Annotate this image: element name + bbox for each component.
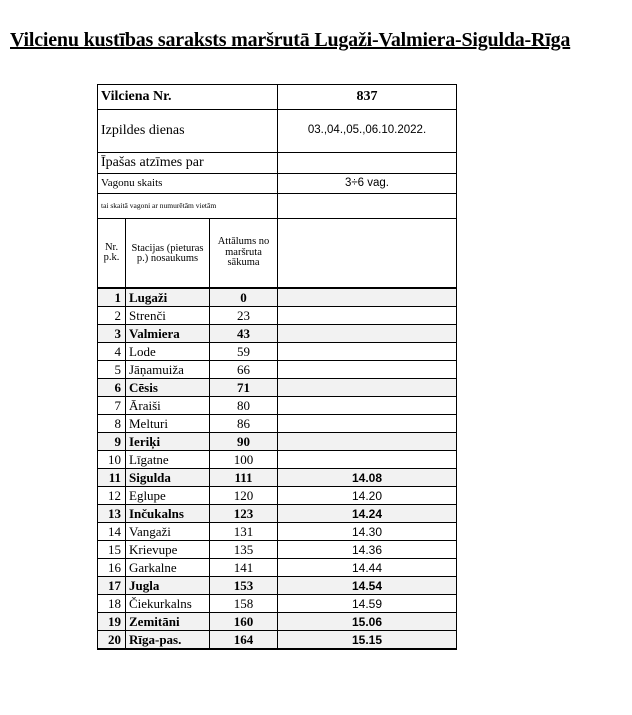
- station-time: 14.54: [278, 577, 457, 595]
- station-time: 14.36: [278, 541, 457, 559]
- station-nr: 9: [98, 433, 126, 451]
- station-distance: 111: [210, 469, 278, 487]
- station-time: 14.59: [278, 595, 457, 613]
- station-time: [278, 397, 457, 415]
- station-time: [278, 415, 457, 433]
- col-header-station: Stacijas (pieturas p.) nosaukums: [126, 219, 210, 289]
- station-time: 14.20: [278, 487, 457, 505]
- station-name: Āraiši: [126, 397, 210, 415]
- station-distance: 86: [210, 415, 278, 433]
- notes-value: [278, 153, 457, 174]
- station-nr: 2: [98, 307, 126, 325]
- station-row: [98, 559, 457, 577]
- station-name: Lode: [126, 343, 210, 361]
- station-nr: 7: [98, 397, 126, 415]
- station-nr: 3: [98, 325, 126, 343]
- train-number-row: [98, 85, 457, 110]
- station-distance: 123: [210, 505, 278, 523]
- days-label: Izpildes dienas: [98, 110, 278, 153]
- station-name: Sigulda: [126, 469, 210, 487]
- station-row: [98, 595, 457, 613]
- station-name: Melturi: [126, 415, 210, 433]
- station-time: 14.44: [278, 559, 457, 577]
- notes-label: Īpašas atzīmes par: [98, 153, 278, 174]
- station-nr: 6: [98, 379, 126, 397]
- station-nr: 18: [98, 595, 126, 613]
- station-nr: 13: [98, 505, 126, 523]
- station-distance: 59: [210, 343, 278, 361]
- train-number-label: Vilciena Nr.: [98, 85, 278, 110]
- station-time: [278, 451, 457, 469]
- column-header-row: [98, 219, 457, 289]
- station-name: Strenči: [126, 307, 210, 325]
- station-row: [98, 577, 457, 595]
- station-time: [278, 343, 457, 361]
- station-row: [98, 469, 457, 487]
- station-row: [98, 288, 457, 307]
- station-time: [278, 307, 457, 325]
- station-nr: 8: [98, 415, 126, 433]
- station-name: Vangaži: [126, 523, 210, 541]
- station-time: 15.15: [278, 631, 457, 650]
- wagons-label: Vagonu skaits: [98, 174, 278, 194]
- station-distance: 164: [210, 631, 278, 650]
- station-name: Ieriķi: [126, 433, 210, 451]
- station-distance: 71: [210, 379, 278, 397]
- col-header-time: [278, 219, 457, 289]
- station-distance: 23: [210, 307, 278, 325]
- station-time: [278, 288, 457, 307]
- station-name: Jāņamuiža: [126, 361, 210, 379]
- days-value: 03.,04.,05.,06.10.2022.: [278, 110, 457, 153]
- station-row: [98, 433, 457, 451]
- station-distance: 135: [210, 541, 278, 559]
- station-name: Rīga-pas.: [126, 631, 210, 650]
- station-nr: 20: [98, 631, 126, 650]
- station-distance: 158: [210, 595, 278, 613]
- station-name: Jugla: [126, 577, 210, 595]
- wagons-value: 3÷6 vag.: [278, 174, 457, 194]
- station-nr: 5: [98, 361, 126, 379]
- days-row: [98, 110, 457, 153]
- page-title: Vilcienu kustības saraksts maršrutā Lugaži-Valmiera-Sigulda-Rīga: [10, 29, 571, 51]
- station-distance: 100: [210, 451, 278, 469]
- station-row: [98, 415, 457, 433]
- station-distance: 90: [210, 433, 278, 451]
- station-name: Valmiera: [126, 325, 210, 343]
- station-name: Cēsis: [126, 379, 210, 397]
- station-distance: 80: [210, 397, 278, 415]
- schedule-table: [97, 84, 457, 650]
- station-row: [98, 379, 457, 397]
- numbered-seats-row: [98, 194, 457, 219]
- schedule-body: [98, 85, 457, 650]
- station-distance: 120: [210, 487, 278, 505]
- station-nr: 12: [98, 487, 126, 505]
- station-name: Krievupe: [126, 541, 210, 559]
- station-name: Garkalne: [126, 559, 210, 577]
- station-time: [278, 433, 457, 451]
- station-row: [98, 307, 457, 325]
- station-time: 14.24: [278, 505, 457, 523]
- station-nr: 4: [98, 343, 126, 361]
- col-header-distance: Attālums no maršruta sākuma: [210, 219, 278, 289]
- station-nr: 16: [98, 559, 126, 577]
- station-row: [98, 523, 457, 541]
- station-name: Eglupe: [126, 487, 210, 505]
- station-time: [278, 361, 457, 379]
- station-time: [278, 379, 457, 397]
- station-time: 14.30: [278, 523, 457, 541]
- station-name: Līgatne: [126, 451, 210, 469]
- station-nr: 19: [98, 613, 126, 631]
- station-distance: 153: [210, 577, 278, 595]
- station-distance: 141: [210, 559, 278, 577]
- station-row: [98, 451, 457, 469]
- station-row: [98, 361, 457, 379]
- station-distance: 66: [210, 361, 278, 379]
- station-distance: 0: [210, 288, 278, 307]
- station-row: [98, 541, 457, 559]
- notes-row: [98, 153, 457, 174]
- station-name: Zemitāni: [126, 613, 210, 631]
- station-time: 15.06: [278, 613, 457, 631]
- station-time: [278, 325, 457, 343]
- col-header-nr: Nr. p.k.: [98, 219, 126, 289]
- station-nr: 17: [98, 577, 126, 595]
- station-distance: 160: [210, 613, 278, 631]
- station-time: 14.08: [278, 469, 457, 487]
- station-row: [98, 343, 457, 361]
- station-nr: 10: [98, 451, 126, 469]
- station-row: [98, 613, 457, 631]
- station-row: [98, 631, 457, 650]
- station-name: Čiekurkalns: [126, 595, 210, 613]
- station-nr: 15: [98, 541, 126, 559]
- station-name: Lugaži: [126, 288, 210, 307]
- station-row: [98, 325, 457, 343]
- station-nr: 11: [98, 469, 126, 487]
- station-nr: 1: [98, 288, 126, 307]
- numbered-seats-label: tai skaitā vagoni ar numurētām vietām: [98, 194, 278, 219]
- station-nr: 14: [98, 523, 126, 541]
- station-row: [98, 397, 457, 415]
- station-row: [98, 487, 457, 505]
- train-number-value: 837: [278, 85, 457, 110]
- station-distance: 43: [210, 325, 278, 343]
- wagons-row: [98, 174, 457, 194]
- numbered-seats-value: [278, 194, 457, 219]
- station-name: Inčukalns: [126, 505, 210, 523]
- station-distance: 131: [210, 523, 278, 541]
- station-row: [98, 505, 457, 523]
